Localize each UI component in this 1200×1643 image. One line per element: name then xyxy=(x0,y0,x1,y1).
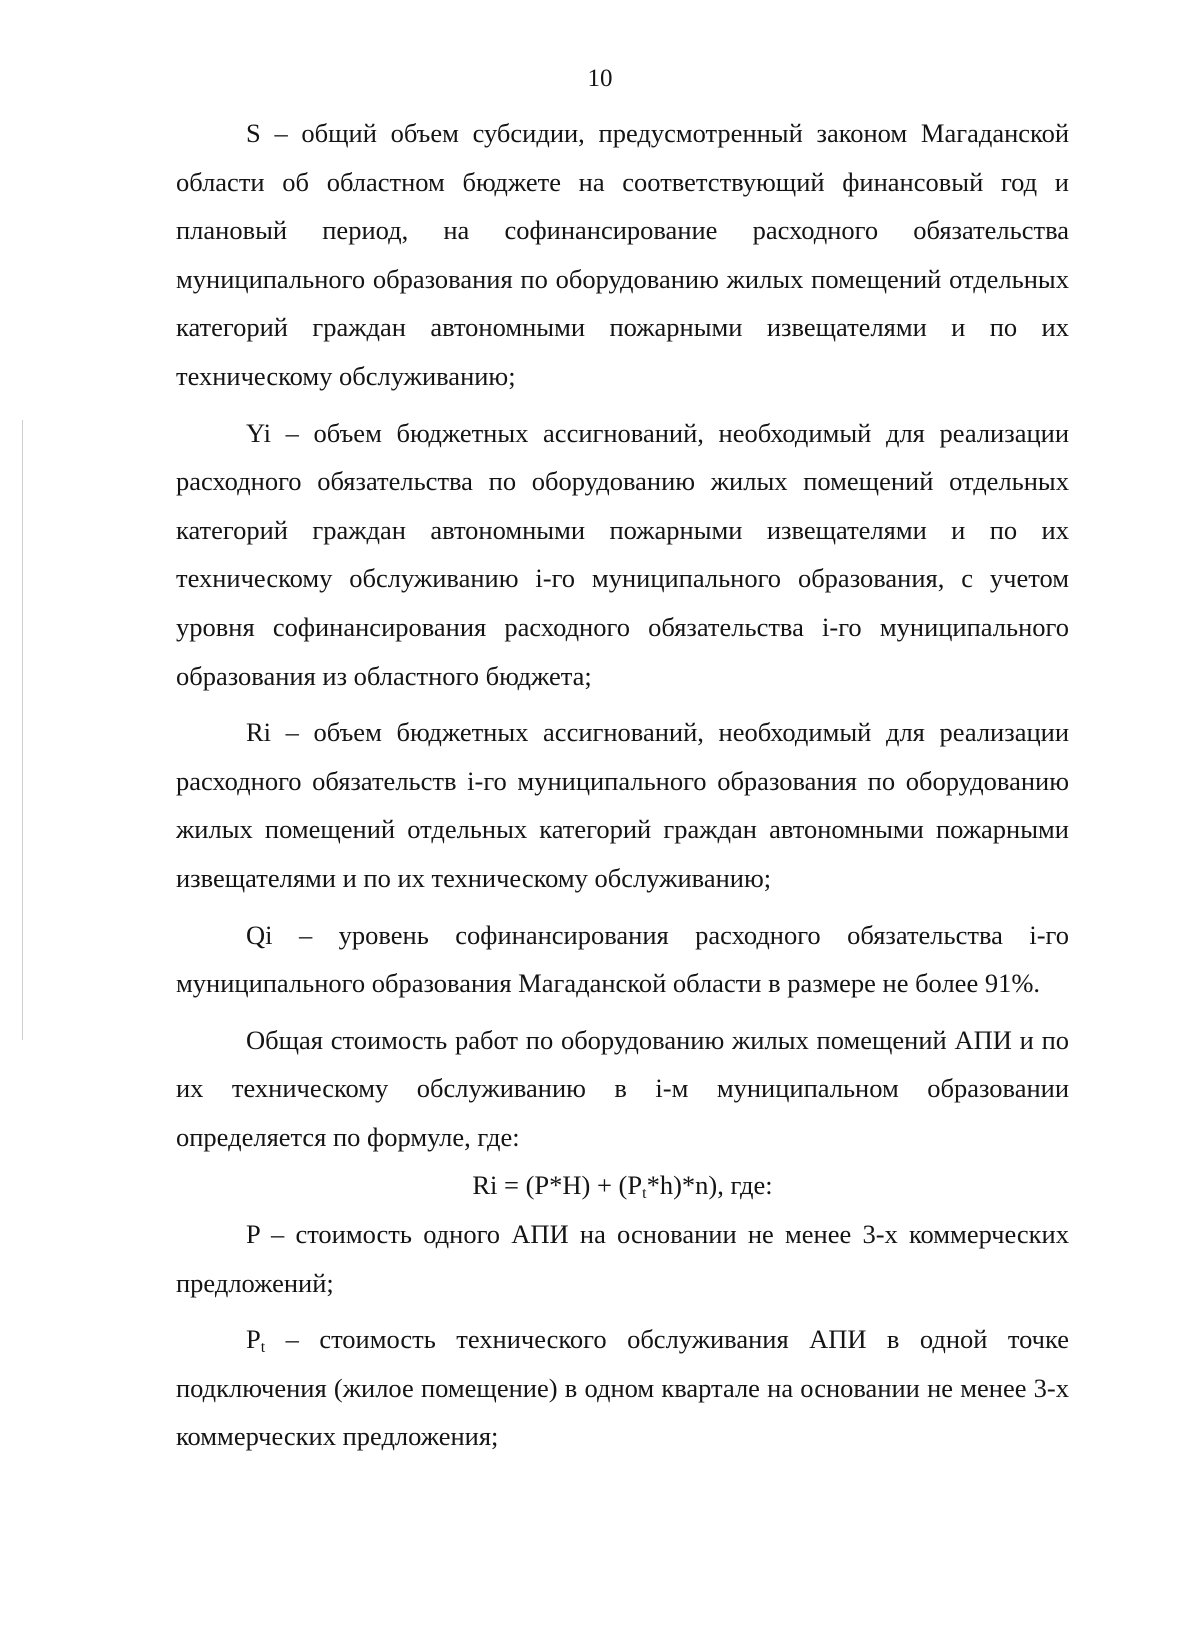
paragraph-definition-qi: Qi – уровень софинансирования расходного обязательства i-го муниципального образования Магаданской области в размере не более 91%. xyxy=(176,919,1069,999)
paragraph-definition-s: S – общий объем субсидии, предусмотренный законом Магаданской области об областном бюджете на соответствующий финансовый год и плановый период, на софинансирование расходного обязательства муниципального образования по оборудованию жилых помещений отдельных категорий граждан автономными пожарными извещателями и по их техническому обслуживанию; xyxy=(176,118,1069,391)
paragraph-definition-yi: Yi – объем бюджетных ассигнований, необходимый для реализации расходного обязательства по оборудованию жилых помещений отдельных категорий граждан автономными пожарными извещателями и по их техническому обслуживанию i-го муниципального образования, с учетом уровня софинансирования расходного обязательства i-го муниципального образования из областного бюджета; xyxy=(176,417,1069,691)
formula-subscript: t xyxy=(642,1185,647,1203)
page-number: 10 xyxy=(587,65,613,92)
paragraph-total-cost-intro: Общая стоимость работ по оборудованию жилых помещений АПИ и по их техническому обслуживанию в i-м муниципальном образовании определяется по формуле, где: xyxy=(176,1024,1069,1152)
paragraph-definition-ri: Ri – объем бюджетных ассигнований, необходимый для реализации расходного обязательств i-го муниципального образования по оборудованию жилых помещений отдельных категорий граждан автономными пожарными извещателями и по их техническому обслуживанию; xyxy=(176,717,1069,893)
formula-part-1: Ri = (P*H) + (P xyxy=(472,1170,643,1201)
formula-ri xyxy=(176,1161,1069,1210)
pt-symbol: P xyxy=(246,1324,261,1355)
pt-text: – стоимость технического обслуживания АПИ в одной точке подключения (жилое помещение) в одном квартале на основании не менее 3-х коммерческих предложения; xyxy=(176,1324,1069,1452)
formula-part-2: *h)*n), где: xyxy=(646,1170,773,1201)
scan-margin-line xyxy=(22,420,23,1040)
paragraph-definition-p: P – стоимость одного АПИ на основании не менее 3-х коммерческих предложений; xyxy=(176,1219,1069,1298)
document-body xyxy=(176,109,1069,1461)
paragraph-definition-pt xyxy=(176,1315,1069,1461)
pt-subscript: t xyxy=(260,1339,266,1357)
